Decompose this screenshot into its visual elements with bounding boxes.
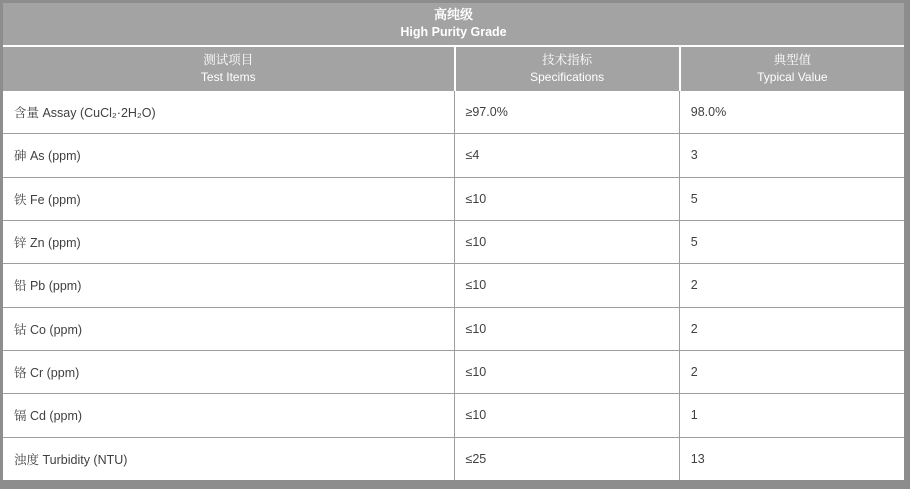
column-header-test-items-en: Test Items xyxy=(200,70,256,85)
spec-cell: ≤10 xyxy=(454,394,679,436)
test-item-cell: 砷 As (ppm) xyxy=(14,149,81,164)
table-title xyxy=(3,3,904,47)
table-title-cn: 高纯级 xyxy=(433,7,473,23)
spec-cell: ≥97.0% xyxy=(454,91,679,133)
typical-value-cell: 3 xyxy=(679,134,904,176)
test-item-cell: 铁 Fe (ppm) xyxy=(14,192,81,207)
test-item-cell: 铅 Pb (ppm) xyxy=(14,279,82,294)
spec-cell: ≤10 xyxy=(454,308,679,350)
table-body xyxy=(3,91,904,480)
column-header-typical-value xyxy=(679,47,904,91)
typical-value-cell: 1 xyxy=(679,394,904,436)
column-header-specifications xyxy=(454,47,679,91)
typical-value-cell: 5 xyxy=(679,221,904,263)
typical-value-cell: 5 xyxy=(679,178,904,220)
spec-cell: ≤10 xyxy=(454,264,679,306)
table-row xyxy=(3,220,904,263)
typical-value-cell: 2 xyxy=(679,264,904,306)
spec-cell: ≤10 xyxy=(454,351,679,393)
column-header-specifications-cn: 技术指标 xyxy=(542,53,593,68)
table-row xyxy=(3,437,904,480)
spec-cell: ≤10 xyxy=(454,178,679,220)
spec-cell: ≤10 xyxy=(454,221,679,263)
test-item-cell: 镉 Cd (ppm) xyxy=(14,409,83,424)
column-header-typical-value-cn: 典型值 xyxy=(773,53,812,68)
typical-value-cell: 98.0% xyxy=(679,91,904,133)
typical-value-cell: 2 xyxy=(679,351,904,393)
table-title-en: High Purity Grade xyxy=(400,25,507,40)
test-item-cell: 铬 Cr (ppm) xyxy=(14,366,80,381)
table-row xyxy=(3,133,904,176)
column-header-specifications-en: Specifications xyxy=(530,70,605,85)
table-row xyxy=(3,307,904,350)
spec-cell: ≤4 xyxy=(454,134,679,176)
test-item-cell: 浊度 Turbidity (NTU) xyxy=(14,452,128,467)
test-item-cell: 钴 Co (ppm) xyxy=(14,322,83,337)
table-row xyxy=(3,350,904,393)
column-header-typical-value-en: Typical Value xyxy=(757,70,828,85)
table-row xyxy=(3,393,904,436)
table-row xyxy=(3,177,904,220)
column-header-row xyxy=(3,47,904,91)
column-header-test-items-cn: 测试项目 xyxy=(203,53,254,68)
typical-value-cell: 2 xyxy=(679,308,904,350)
spec-cell: ≤25 xyxy=(454,438,679,480)
test-item-cell: 含量 Assay (CuCl₂·2H₂O) xyxy=(14,106,156,121)
column-header-test-items xyxy=(3,47,454,91)
table-row xyxy=(3,263,904,306)
table-row xyxy=(3,91,904,133)
test-item-cell: 锌 Zn (ppm) xyxy=(14,236,81,251)
typical-value-cell: 13 xyxy=(679,438,904,480)
